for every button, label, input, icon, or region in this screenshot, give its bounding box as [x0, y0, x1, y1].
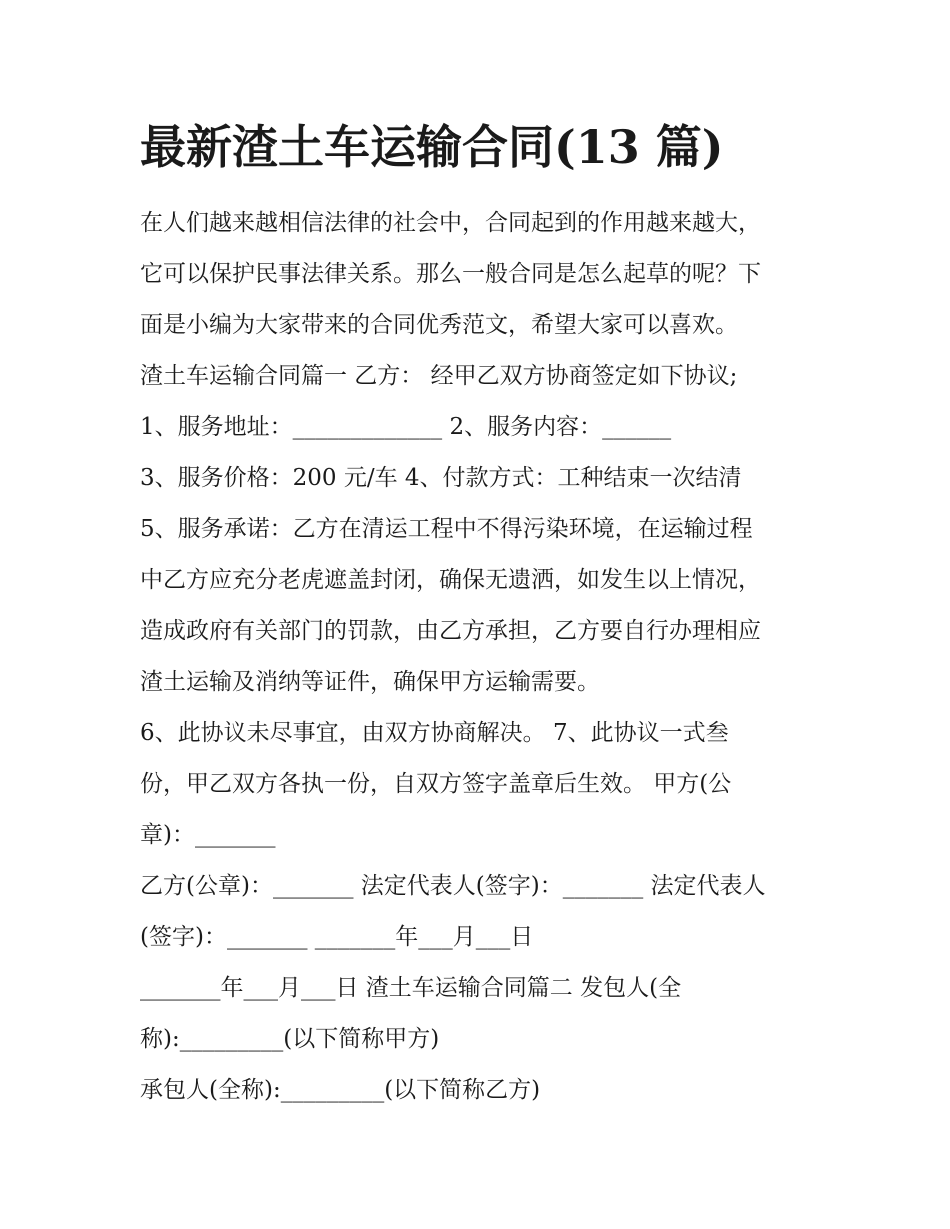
- body-line: 它可以保护民事法律关系。那么一般合同是怎么起草的呢？下: [140, 261, 761, 287]
- body-line: 渣土运输及消纳等证件，确保甲方运输需要。: [140, 669, 600, 695]
- body-line: 造成政府有关部门的罚款，由乙方承担，乙方要自行办理相应: [140, 618, 761, 644]
- document-title: 最新渣土车运输合同(13 篇): [140, 120, 724, 174]
- body-line: 承包人(全称):_________(以下简称乙方): [140, 1077, 541, 1103]
- body-line: 渣土车运输合同篇一 乙方： 经甲乙双方协商签定如下协议;: [140, 363, 738, 389]
- body-line: 1、服务地址：_____________ 2、服务内容：______: [140, 414, 672, 440]
- body-line: 5、服务承诺：乙方在清运工程中不得污染环境，在运输过程: [140, 516, 753, 542]
- body-line: 6、此协议未尽事宜，由双方协商解决。 7、此协议一式叁: [140, 720, 729, 746]
- body-line: 乙方(公章)：_______ 法定代表人(签字)：_______ 法定代表人: [140, 873, 766, 899]
- body-line: 章)：_______: [140, 822, 276, 848]
- body-line: 3、服务价格：200 元/车 4、付款方式：工种结束一次结清: [140, 465, 742, 491]
- body-line: 面是小编为大家带来的合同优秀范文，希望大家可以喜欢。: [140, 312, 738, 338]
- document-body: [140, 198, 840, 1116]
- body-line: 份，甲乙双方各执一份，自双方签字盖章后生效。 甲方(公: [140, 771, 732, 797]
- body-line: _______年___月___日 渣土车运输合同篇二 发包人(全: [140, 975, 682, 1001]
- body-line: 中乙方应充分老虎遮盖封闭，确保无遗洒，如发生以上情况，: [140, 567, 761, 593]
- body-line: 称):_________(以下简称甲方): [140, 1026, 440, 1052]
- body-line: (签字)：_______ _______年___月___日: [140, 924, 534, 950]
- body-line: 在人们越来越相信法律的社会中，合同起到的作用越来越大，: [140, 210, 761, 236]
